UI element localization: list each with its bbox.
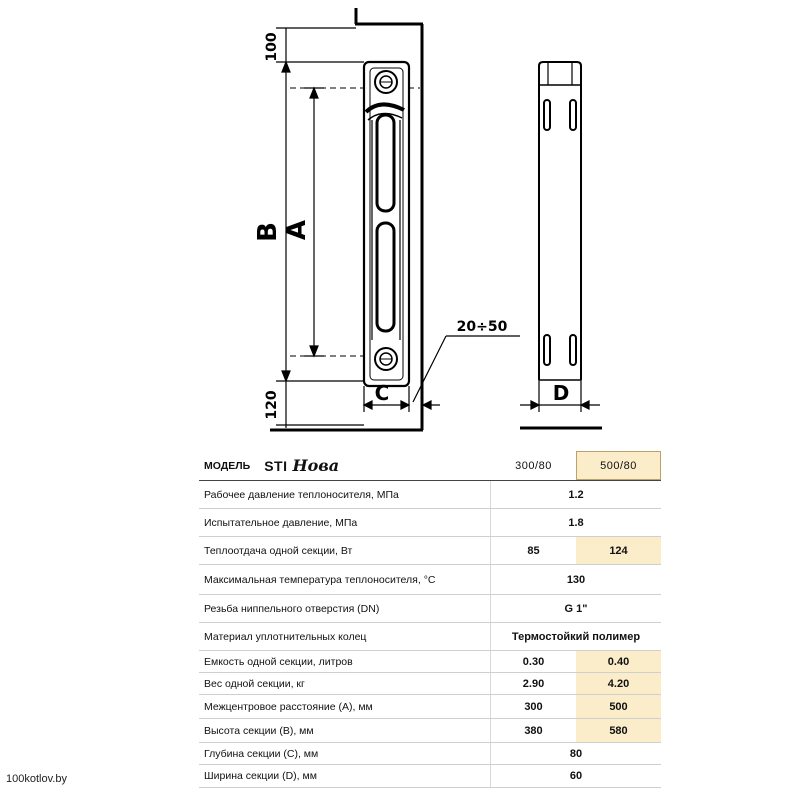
model-label: МОДЕЛЬ [204,459,251,472]
table-row [199,481,661,509]
row-label: Резьба ниппельного отверстия (DN) [199,595,491,622]
row-label: Емкость одной секции, литров [199,651,491,672]
row-value-300-80: 0.30 [522,655,545,668]
row-value: Термостойкий полимер [511,630,641,643]
row-value: 130 [566,573,586,586]
row-value-300-80: 85 [527,544,540,557]
row-value-500-80: 4.20 [576,673,661,694]
table-row [199,565,661,595]
row-value-300-80: 380 [524,724,543,737]
row-label: Ширина секции (D), мм [199,765,491,787]
row-value-500-80: 124 [576,537,661,564]
radiator-front-view [364,62,409,386]
row-value-500-80: 0.40 [576,651,661,672]
spec-table [199,451,661,788]
table-row [199,623,661,651]
table-row [199,673,661,695]
row-label: Высота секции (В), мм [199,719,491,742]
watermark: 100kotlov.by [6,773,67,785]
variant-500-80: 500/80 [576,451,661,480]
table-row [199,743,661,765]
table-row [199,509,661,537]
row-value: 1.8 [568,516,584,529]
table-row [199,595,661,623]
table-header [199,451,661,481]
row-label: Материал уплотнительных колец [199,623,491,650]
table-row [199,651,661,673]
row-label: Максимальная температура теплоносителя, °С [199,565,491,594]
dim-top-label: 100 [264,32,280,62]
table-row [199,537,661,565]
table-row [199,765,661,788]
row-label: Испытательное давление, МПа [199,509,491,536]
brand: STI [264,457,288,474]
dim-b-label: B [253,222,283,242]
row-label: Теплоотдача одной секции, Вт [199,537,491,564]
row-value-300-80: 2.90 [522,677,545,690]
row-value: 80 [569,747,583,760]
row-label: Межцентровое расстояние (А), мм [199,695,491,718]
wall-gap-label: 20÷50 [456,319,508,335]
row-value: G 1" [564,602,588,615]
table-body [199,481,661,788]
variant-300-80: 300/80 [515,459,552,472]
row-value-500-80: 580 [576,719,661,742]
dim-c-label: C [374,381,390,405]
row-label: Рабочее давление теплоносителя, МПа [199,481,491,508]
row-value-300-80: 300 [524,700,543,713]
table-row [199,695,661,719]
row-label: Глубина секции (С), мм [199,743,491,764]
row-label: Вес одной секции, кг [199,673,491,694]
radiator-side-view [539,62,581,380]
table-row [199,719,661,743]
row-value: 60 [569,770,583,782]
model-cell [199,451,491,480]
dim-d-label: D [552,381,570,405]
row-value-500-80: 500 [576,695,661,718]
brand-name: Нова [292,456,340,475]
dim-a-label: A [282,219,312,241]
row-value: 1.2 [568,488,584,501]
dim-bottom-label: 120 [264,390,280,420]
wall-gap-leader [413,336,520,402]
